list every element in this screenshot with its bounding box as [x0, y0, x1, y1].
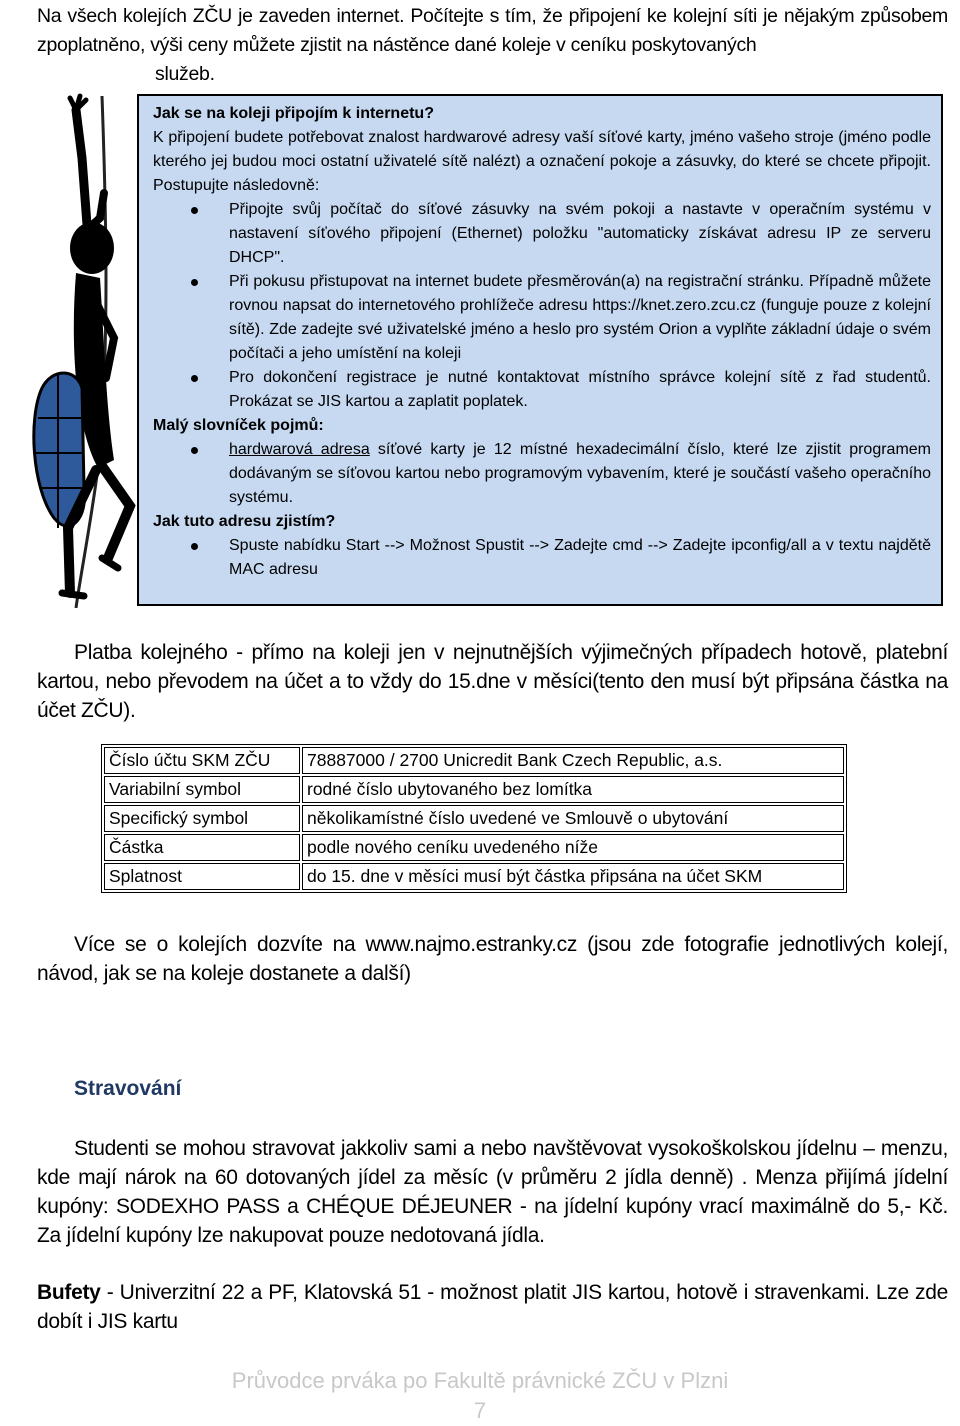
more-info-paragraph: Více se o kolejích dozvíte na www.najmo.estranky.cz (jsou zde fotografie jednotlivých kolejí, návod, jak se na koleje dostanete a další)	[37, 933, 948, 985]
bullet-icon	[191, 447, 198, 454]
table-key: Variabilní symbol	[104, 776, 300, 803]
glossary-term: hardwarová adresa	[229, 441, 370, 458]
table-value: několikamístné číslo uvedené ve Smlouvě o ubytování	[302, 805, 844, 832]
bullet-icon	[191, 543, 198, 550]
table-row	[104, 776, 844, 803]
bufety-label: Bufety	[37, 1281, 101, 1304]
table-row	[104, 805, 844, 832]
table-value: podle nového ceníku uvedeného níže	[302, 834, 844, 861]
table-key: Specifický symbol	[104, 805, 300, 832]
glossary-heading: Malý slovníček pojmů:	[153, 417, 324, 434]
list-item: Připojte svůj počítač do síťové zásuvky na svém pokoji a nastavte v operačním systému v nastavení síťového připojení (Ethernet) položku "automaticky získávat adresu IP ze serveru DHCP".	[153, 198, 931, 270]
list-item: Při pokusu přistupovat na internet budete přesměrován(a) na registrační stránku. Případně můžete rovnou napsat do internetového prohlížeče adresu https://knet.zero.zcu.cz (funguje pouze z kolejní sítě). Zde zadejte své uživatelské jméno a heslo pro systém Orion a vyplňte základní údaje o svém počítači a jeho umístění na koleji	[153, 270, 931, 366]
callout-question: Jak se na koleji připojím k internetu?	[153, 105, 434, 122]
page-number: 7	[473, 1398, 487, 1423]
glossary-list	[153, 438, 931, 510]
list-item: Pro dokončení registrace je nutné kontaktovat místního správce kolejní sítě z řad studentů. Prokázat se JIS kartou a zaplatit poplatek.	[153, 366, 931, 414]
list-item	[153, 438, 931, 510]
climber-illustration	[18, 88, 148, 608]
account-table	[101, 744, 847, 893]
internet-callout	[137, 94, 943, 606]
table-value: do 15. dne v měsíci musí být částka připsána na účet SKM	[302, 863, 844, 890]
bullet-icon	[191, 375, 198, 382]
table-row	[104, 863, 844, 890]
table-key: Částka	[104, 834, 300, 861]
bufety-paragraph	[37, 1278, 948, 1336]
intro-text: Na všech kolejích ZČU je zaveden internet. Počítejte s tím, že připojení ke kolejní síti je nějakým způsobem zpoplatněno, výši ceny můžete zjistit na nástěnce dané koleje v ceníku poskytovaných	[37, 5, 948, 56]
bufety-text: - Univerzitní 22 a PF, Klatovská 51 - možnost platit JIS kartou, hotově i stravenkami. Lze zde dobít i JIS kartu	[37, 1281, 948, 1333]
glossary-definition: síťové karty je 12 místné hexadecimální číslo, které lze zjistit programem dodávaným se síťovou kartou nebo programovým vybavením, které je součástí vašeho operačního systému.	[229, 441, 932, 506]
table-key: Číslo účtu SKM ZČU	[104, 747, 300, 774]
bullet-icon	[191, 207, 198, 214]
table-key: Splatnost	[104, 863, 300, 890]
howto-list	[153, 534, 931, 582]
table-value: rodné číslo ubytovaného bez lomítka	[302, 776, 844, 803]
table-value: 78887000 / 2700 Unicredit Bank Czech Republic, a.s.	[302, 747, 844, 774]
callout-paragraph: K připojení budete potřebovat znalost hardwarové adresy vaší síťové karty, jméno vašeho stroje (jméno podle kterého jej budou moci ostatní uživatelé sítě nalézt) a označení pokoje a zásuvky, do které se chcete připojit. Postupujte následovně:	[153, 129, 931, 194]
table-row	[104, 747, 844, 774]
food-paragraph: Studenti se mohou stravovat jakkoliv sami a nebo navštěvovat vysokoškolskou jídelnu – menzu, kde mají nárok na 60 dotovaných jídel za měsíc (v průměru 2 jídla denně) . Menza přijímá jídelní kupóny: SODEXHO PASS a CHÉQUE DÉJEUNER - na jídelní kupóny vrací maximálně do 5,- Kč. Za jídelní kupóny lze nakupovat pouze nedotovaná jídla.	[37, 1137, 948, 1247]
intro-paragraph	[37, 2, 948, 89]
intro-last-line: služeb.	[155, 63, 215, 85]
bullet-icon	[191, 279, 198, 286]
footer-title: Průvodce prváka po Fakultě právnické ZČU v Plzni	[231, 1368, 729, 1393]
callout-steps	[153, 198, 931, 414]
list-item: Spuste nabídku Start --> Možnost Spustit --> Zadejte cmd --> Zadejte ipconfig/all a v textu najdětě MAC adresu	[153, 534, 931, 582]
page-footer	[0, 1366, 960, 1426]
table-row	[104, 834, 844, 861]
section-heading-food: Stravování	[74, 1077, 182, 1100]
payment-paragraph: Platba kolejného - přímo na koleji jen v nejnutnějších výjimečných případech hotově, platební kartou, nebo převodem na účet a to vždy do 15.dne v měsíci(tento den musí být připsána částka na účet ZČU).	[37, 641, 948, 722]
howto-heading: Jak tuto adresu zjistím?	[153, 513, 336, 530]
